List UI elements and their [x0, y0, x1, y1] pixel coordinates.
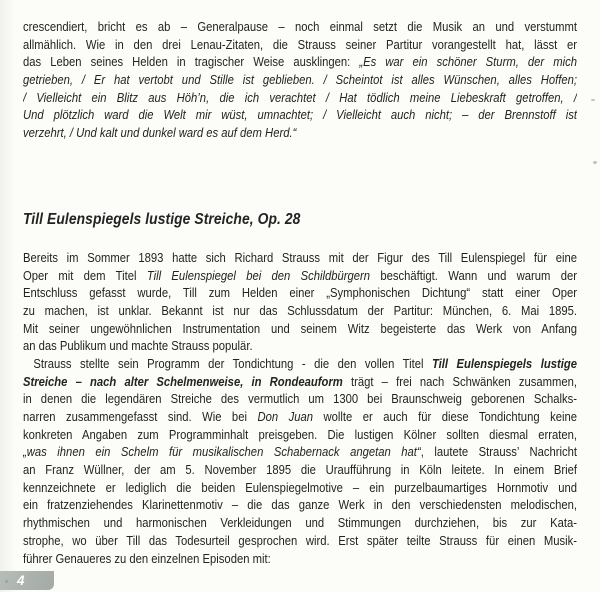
text-line	[23, 426, 577, 444]
text-run: Mit seiner ungewöhnlichen Instrumentation und seinem Witz begeisterte das Werk von Anfang	[23, 320, 577, 336]
text-line	[23, 106, 577, 124]
text-line	[23, 36, 577, 54]
text-line	[23, 89, 577, 107]
text-run: zu machen, ist unklar. Bekannt ist nur das Schlussdatum der Partitur: München, 6. Mai 1895.	[23, 302, 577, 318]
text-run: trägt – frei nach Schwänken zusammen,	[342, 373, 577, 389]
text-line	[23, 496, 577, 514]
emphasized-text-run: Till Eulenspiegels lustige	[431, 355, 577, 371]
emphasized-text-run: verzehrt, / Und kalt und dunkel ward es auf dem Herd.“	[23, 125, 297, 141]
text-run: kennzeichnete er lediglich die beiden Eulenspiegelmotive – ein purzelbaumartiges Hornmotiv und	[23, 479, 577, 495]
text-run: Entschluss gefasst wurde, Till zum Helden einer „Symphonischen Dichtung“ statt einer Oper	[23, 285, 577, 301]
text-line	[23, 267, 577, 285]
text-line	[23, 320, 577, 338]
text-run: Bereits im Sommer 1893 hatte sich Richard Strauss mit der Figur des Till Eulenspiegel für eine	[23, 249, 577, 265]
text-line	[23, 479, 577, 497]
emphasized-text-run: Und plötzlich ward die Welt mir wüst, umnachtet; / Vielleicht auch nicht; – der Brennstoff ist	[23, 107, 577, 123]
section-heading: Till Eulenspiegels lustige Streiche, Op. 28	[23, 210, 301, 228]
paragraph	[23, 0, 577, 142]
text-run: konkreten Angaben zum Programminhalt preisgeben. Die lustigen Kölner sollten diesmal erraten,	[23, 426, 577, 442]
text-run: narren zusammengefasst sind. Wie bei	[23, 409, 258, 424]
page-number: 4	[17, 573, 25, 588]
text-run: rhythmischen und harmonischen Verkleidungen und Stimmungen durchziehen, bis zur Kata-	[23, 515, 577, 531]
emphasized-text-run: getrieben, / Er hat vertobt und Stille ist geblieben. / Scheintot ist alles Wünschen, alles Hoffen;	[23, 72, 577, 88]
text-run: an Franz Wüllner, der am 5. November 1895 die Uraufführung in Köln leitete. In einem Brief	[23, 462, 577, 478]
text-line	[23, 443, 577, 461]
text-line	[23, 461, 577, 479]
page-number-box	[0, 571, 54, 590]
text-line	[23, 124, 577, 142]
text-run: Strauss stellte sein Programm der Tondichtung - die den vollen Titel	[33, 355, 432, 371]
text-line	[23, 302, 577, 320]
text-run: das Leben seines Helden in tragischer Weise ausklingen:	[23, 54, 360, 70]
text-line	[23, 71, 577, 89]
emphasized-text-run: Streiche – nach alter Schelmenweise, in Rondeauform	[23, 373, 343, 389]
text-line	[23, 373, 577, 391]
text-run: allmählich. Wie in den drei Lenau-Zitaten, die Strauss seiner Partitur vorangestellt hat, lässt er	[23, 36, 577, 52]
text-run: Oper mit dem Titel	[23, 267, 147, 283]
text-line	[23, 249, 577, 267]
text-run: beschäftigt. Wann und warum der	[370, 267, 577, 283]
scan-speck	[593, 161, 597, 164]
text-run: wollte er auch für diese Tondichtung keine	[312, 409, 577, 424]
scan-speck	[5, 580, 8, 583]
text-line	[23, 514, 577, 532]
text-run: strophe, wo über Till das Todesurteil gesprochen wird. Erst später teilte Strauss für einen Musik-	[23, 532, 577, 548]
emphasized-text-run: „Es war ein schöner Sturm, der mich	[359, 54, 577, 70]
text-line	[23, 408, 577, 426]
text-run: crescendiert, bricht es ab – Generalpause – noch einmal setzt die Musik an und verstummt	[23, 19, 577, 34]
emphasized-text-run: Don Juan	[257, 409, 313, 424]
emphasized-text-run: Till Eulenspiegel bei den Schildbürgern	[146, 267, 371, 283]
text-run: führer Genaueres zu den einzelnen Episoden mit:	[23, 550, 271, 566]
scan-speck	[591, 99, 595, 101]
scan-edge-shadow	[0, 0, 16, 592]
text-blocks	[23, 0, 577, 567]
text-line	[23, 355, 577, 373]
text-run: in denen die legendären Streiche des vermutlich um 1300 bei Braunschweig geborenen Schalks-	[23, 391, 577, 407]
text-line	[23, 532, 577, 550]
text-line	[23, 550, 577, 568]
paragraph	[23, 249, 577, 355]
text-run: an das Publikum und machte Strauss populär.	[23, 338, 253, 354]
text-run: ein fratzenziehendes Klarinettenmotiv – die das ganze Werk in den verschiedensten melodischen,	[23, 497, 577, 513]
text-line	[23, 390, 577, 408]
text-line	[23, 18, 577, 36]
emphasized-text-run: / Vielleicht ein Blitz aus Höh’n, die ich verachtet / Hat tödlich meine Liebeskraft getroffen, /	[23, 89, 577, 105]
text-line	[23, 337, 577, 355]
text-line	[23, 284, 577, 302]
emphasized-text-run: „was ihnen ein Schelm für musikalischen Schabernack angetan hat“	[23, 444, 421, 460]
text-line	[23, 53, 577, 71]
text-run: , lautete Strauss’ Nachricht	[420, 444, 577, 460]
paragraph	[23, 355, 577, 567]
